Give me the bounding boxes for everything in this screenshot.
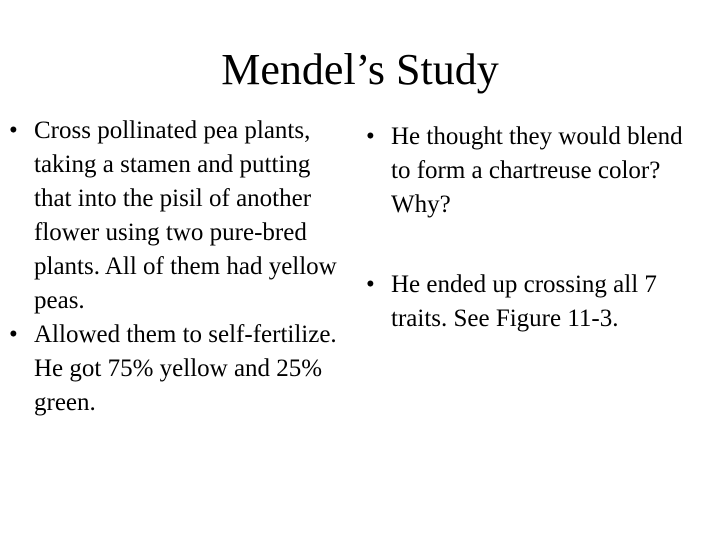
right-column — [363, 120, 708, 336]
bullet-text: He thought they would blend to form a chartreuse color? Why? — [391, 123, 683, 218]
bullet-text: Cross pollinated pea plants, taking a stamen and putting that into the pisil of another flower using two pure-bred plants. All of them had yellow peas. — [34, 117, 337, 314]
left-column — [6, 114, 351, 420]
bullet-icon: • — [9, 117, 18, 144]
list-item — [363, 120, 708, 222]
bullet-text: He ended up crossing all 7 traits. See Figure 11-3. — [391, 271, 657, 332]
right-bullet-list — [363, 120, 708, 336]
bullet-icon: • — [9, 321, 18, 348]
bullet-icon: • — [366, 271, 375, 298]
left-bullet-list — [6, 114, 351, 420]
list-item — [6, 114, 351, 318]
list-item — [6, 318, 351, 420]
slide-title: Mendel’s Study — [221, 45, 499, 94]
bullet-text: Allowed them to self-fertilize. He got 75% yellow and 25% green. — [34, 321, 337, 416]
bullet-icon: • — [366, 123, 375, 150]
list-item — [363, 268, 708, 336]
